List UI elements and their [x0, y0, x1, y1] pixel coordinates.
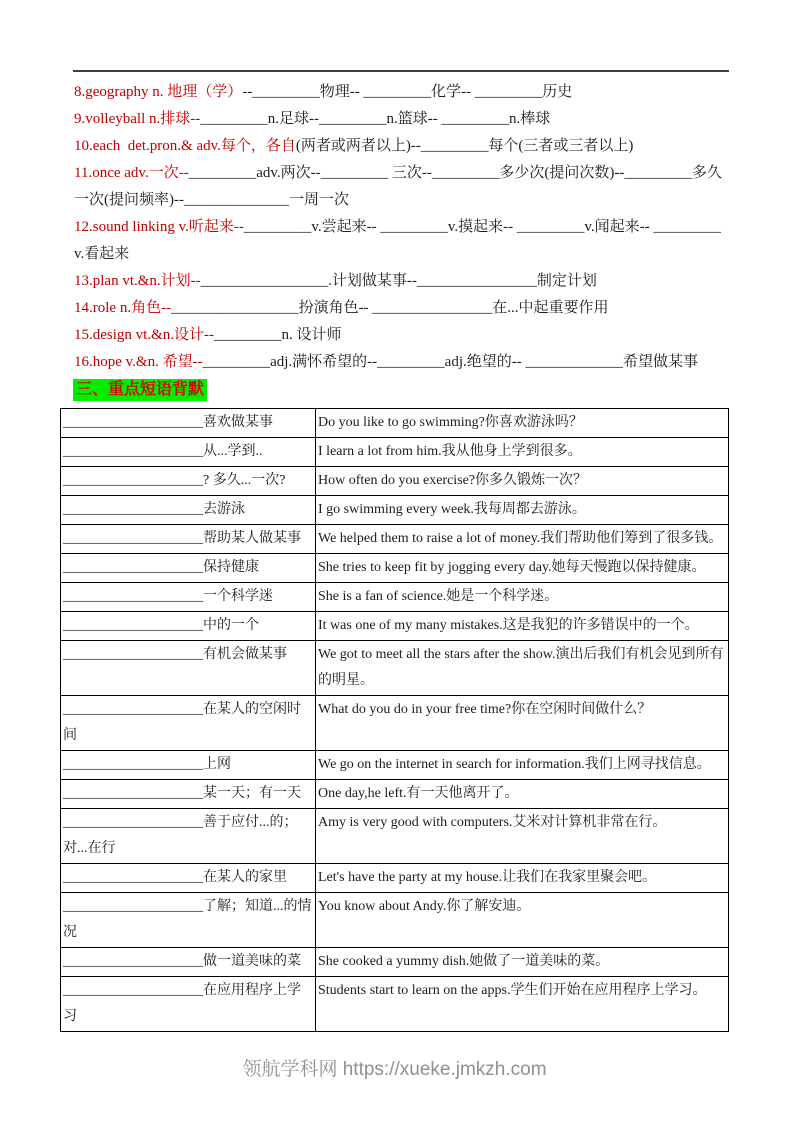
example-cell: We helped them to raise a lot of money.我们帮助他们筹到了很多钱。: [316, 525, 729, 554]
table-row: [61, 525, 729, 554]
vocab-item: [74, 349, 729, 376]
fill-in-blank: ____________________: [63, 954, 203, 969]
phrase-label: 中的一个: [203, 618, 259, 633]
vocab-fill-text: _________v.尝起来-- _________v.摸起来-- _________v.闻起来-- _________v.看起来: [74, 219, 721, 262]
fill-in-blank: ____________________: [63, 757, 203, 772]
vocab-term: 16.hope v.&n. 希望--: [74, 354, 203, 370]
phrase-table-body: [61, 409, 729, 1032]
phrase-cell: [61, 864, 316, 893]
vocab-item: [74, 295, 729, 322]
example-cell: Do you like to go swimming?你喜欢游泳吗？: [316, 409, 729, 438]
vocab-term: 13.plan vt.&n.计划--: [74, 273, 201, 289]
vocab-term: 15.design vt.&n.设计--: [74, 327, 214, 343]
example-cell: Students start to learn on the apps.学生们开始在应用程序上学习。: [316, 977, 729, 1032]
example-cell: We go on the internet in search for information.我们上网寻找信息。: [316, 751, 729, 780]
fill-in-blank: ____________________: [63, 444, 203, 459]
vocab-term: 14.role n.角色--: [74, 300, 172, 316]
phrase-cell: [61, 751, 316, 780]
fill-in-blank: ____________________: [63, 589, 203, 604]
phrase-label: 有机会做某事: [203, 647, 287, 662]
example-cell: She cooked a yummy dish.她做了一道美味的菜。: [316, 948, 729, 977]
table-row: [61, 641, 729, 696]
table-row: [61, 612, 729, 641]
phrase-cell: [61, 696, 316, 751]
header-divider: [73, 70, 729, 72]
section-header: 三、重点短语背默: [73, 379, 207, 401]
table-row: [61, 409, 729, 438]
phrase-label: 在某人的空闲时间: [63, 702, 301, 743]
phrase-cell: [61, 780, 316, 809]
vocab-fill-text: _________n. 设计师: [214, 327, 342, 343]
vocab-item: [74, 106, 729, 133]
example-cell: Amy is very good with computers.艾米对计算机非常在行。: [316, 809, 729, 864]
fill-in-blank: ____________________: [63, 983, 203, 998]
vocab-term: 8.geography n. 地理（学）: [74, 84, 243, 100]
example-cell: How often do you exercise?你多久锻炼一次？: [316, 467, 729, 496]
fill-in-blank: ____________________: [63, 618, 203, 633]
phrase-label: 帮助某人做某事: [203, 531, 301, 546]
table-row: [61, 496, 729, 525]
phrase-label: 了解；知道...的情况: [63, 899, 312, 940]
fill-in-blank: ____________________: [63, 870, 203, 885]
fill-in-blank: ____________________: [63, 786, 203, 801]
phrase-cell: [61, 496, 316, 525]
fill-in-blank: ____________________: [63, 702, 203, 717]
vocab-fill-text: _________________扮演角色-- ________________在...中起重要作用: [171, 300, 609, 316]
phrase-cell: [61, 612, 316, 641]
vocab-item: [74, 322, 729, 349]
vocab-fill-text: --_________物理-- _________化学-- _________历史: [242, 84, 573, 100]
example-cell: She tries to keep fit by jogging every day.她每天慢跑以保持健康。: [316, 554, 729, 583]
example-cell: We got to meet all the stars after the show.演出后我们有机会见到所有的明星。: [316, 641, 729, 696]
vocab-list: [74, 79, 729, 376]
example-cell: I go swimming every week.我每周都去游泳。: [316, 496, 729, 525]
vocab-term: 10.each det.pron.& adv.每个，各自: [74, 138, 296, 154]
vocab-item: [74, 160, 729, 214]
vocab-fill-text: _________________.计划做某事--________________制定计划: [200, 273, 597, 289]
phrase-label: 从...学到..: [203, 444, 263, 459]
fill-in-blank: ____________________: [63, 531, 203, 546]
fill-in-blank: ____________________: [63, 560, 203, 575]
example-cell: She is a fan of science.她是一个科学迷。: [316, 583, 729, 612]
phrase-label: 善于应付...的；对...在行: [63, 815, 298, 856]
example-cell: One day,he left.有一天他离开了。: [316, 780, 729, 809]
phrase-label: 在应用程序上学习: [63, 983, 301, 1024]
vocab-item: [74, 214, 729, 268]
table-row: [61, 780, 729, 809]
vocab-term: 9.volleyball n.排球--: [74, 111, 201, 127]
watermark-footer: 领航学科网 https://xueke.jmkzh.com: [242, 1059, 547, 1080]
vocab-fill-text: _________adv.两次--_________ 三次--_________多少次(提问次数)--_________多久一次(提问频率)--______________一周一次: [74, 165, 722, 208]
phrase-table: [60, 408, 729, 1032]
example-cell: I learn a lot from him.我从他身上学到很多。: [316, 438, 729, 467]
phrase-cell: [61, 583, 316, 612]
table-row: [61, 893, 729, 948]
phrase-cell: [61, 409, 316, 438]
phrase-label: ? 多久...一次?: [203, 473, 286, 488]
example-cell: Let's have the party at my house.让我们在我家里聚会吧。: [316, 864, 729, 893]
phrase-cell: [61, 467, 316, 496]
table-row: [61, 977, 729, 1032]
phrase-cell: [61, 977, 316, 1032]
fill-in-blank: ____________________: [63, 473, 203, 488]
fill-in-blank: ____________________: [63, 899, 203, 914]
phrase-label: 上网: [203, 757, 231, 772]
phrase-cell: [61, 525, 316, 554]
table-row: [61, 864, 729, 893]
vocab-term: 11.once adv.一次--: [74, 165, 189, 181]
fill-in-blank: ____________________: [63, 815, 203, 830]
example-cell: What do you do in your free time?你在空闲时间做什么？: [316, 696, 729, 751]
example-cell: You know about Andy.你了解安迪。: [316, 893, 729, 948]
example-cell: It was one of my many mistakes.这是我犯的许多错误中的一个。: [316, 612, 729, 641]
fill-in-blank: ____________________: [63, 502, 203, 517]
table-row: [61, 809, 729, 864]
phrase-label: 某一天；有一天: [203, 786, 301, 801]
phrase-cell: [61, 809, 316, 864]
phrase-label: 去游泳: [203, 502, 245, 517]
fill-in-blank: ____________________: [63, 415, 203, 430]
vocab-fill-text: (两者或两者以上)--_________每个(三者或三者以上): [295, 138, 634, 154]
phrase-label: 保持健康: [203, 560, 259, 575]
vocab-item: [74, 79, 729, 106]
phrase-cell: [61, 893, 316, 948]
table-row: [61, 751, 729, 780]
table-row: [61, 467, 729, 496]
table-row: [61, 696, 729, 751]
phrase-label: 做一道美味的菜: [203, 954, 301, 969]
fill-in-blank: ____________________: [63, 647, 203, 662]
table-row: [61, 948, 729, 977]
vocab-item: [74, 268, 729, 295]
vocab-fill-text: _________adj.满怀希望的--_________adj.绝望的-- _____________希望做某事: [202, 354, 698, 370]
vocab-fill-text: _________n.足球--_________n.篮球-- _________n.棒球: [200, 111, 551, 127]
phrase-label: 在某人的家里: [203, 870, 287, 885]
table-row: [61, 438, 729, 467]
vocab-item: [74, 133, 729, 160]
vocab-term: 12.sound linking v.听起来--: [74, 219, 244, 235]
phrase-cell: [61, 641, 316, 696]
phrase-label: 喜欢做某事: [203, 415, 273, 430]
phrase-cell: [61, 554, 316, 583]
phrase-cell: [61, 948, 316, 977]
phrase-label: 一个科学迷: [203, 589, 273, 604]
phrase-cell: [61, 438, 316, 467]
table-row: [61, 554, 729, 583]
table-row: [61, 583, 729, 612]
